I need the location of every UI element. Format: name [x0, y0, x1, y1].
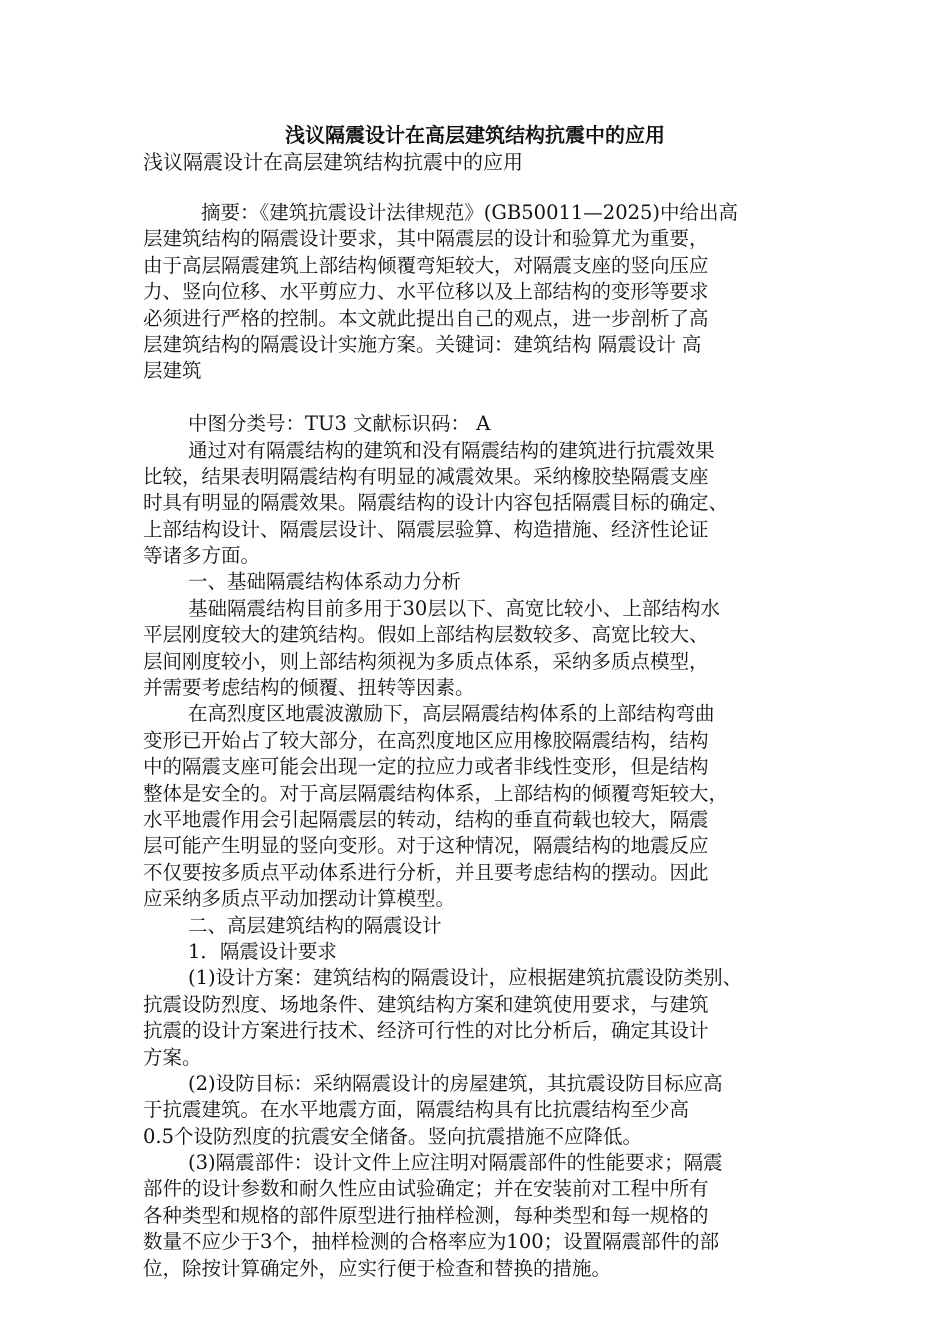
paragraph-line: 并需要考虑结构的倾覆、扭转等因素。 [143, 676, 475, 700]
paragraph-line: 不仅要按多质点平动体系进行分析，并且要考虑结构的摆动。因此 [143, 860, 709, 884]
abstract-line: 层建筑结构的隔震设计实施方案。关键词：建筑结构 隔震设计 高 [143, 332, 702, 356]
abstract-line: 层建筑结构的隔震设计要求，其中隔震层的设计和验算尤为重要， [143, 227, 709, 251]
abstract-line: 必须进行严格的控制。本文就此提出自己的观点，进一步剖析了高 [143, 306, 709, 330]
paragraph-line: 数量不应少于3个，抽样检测的合格率应为100；设置隔震部件的部 [143, 1230, 720, 1254]
section-heading: 二、高层建筑结构的隔震设计 [188, 913, 442, 937]
paragraph-line: 整体是安全的。对于高层隔震结构体系，上部结构的倾覆弯矩较大， [143, 781, 729, 805]
paragraph-line: 等诸多方面。 [143, 544, 261, 568]
document-body [143, 200, 823, 1282]
abstract-line: 摘要：《建筑抗震设计法律规范》(GB50011—2025)中给出高 [201, 201, 739, 224]
paragraph-line: 水平地震作用会引起隔震层的转动，结构的垂直荷载也较大，隔震 [143, 807, 709, 831]
paragraph-line: 抗震的设计方案进行技术、经济可行性的对比分析后，确定其设计 [143, 1019, 709, 1043]
paragraph-line: (3)隔震部件：设计文件上应注明对隔震部件的性能要求；隔震 [188, 1151, 723, 1175]
paragraph-line: 各种类型和规格的部件原型进行抽样检测，每种类型和每一规格的 [143, 1203, 709, 1227]
classification-line: 中图分类号：TU3 文献标识码： A [188, 412, 491, 436]
paragraph-line: 于抗震建筑。在水平地震方面，隔震结构具有比抗震结构至少高 [143, 1098, 690, 1122]
abstract-line: 力、竖向位移、水平剪应力、水平位移以及上部结构的变形等要求 [143, 280, 709, 304]
paragraph-line: 0.5个设防烈度的抗震安全储备。竖向抗震措施不应降低。 [143, 1124, 643, 1148]
blank-line [143, 385, 823, 411]
abstract-line: 层建筑 [143, 359, 202, 383]
paragraph-line: 变形已开始占了较大部分，在高烈度地区应用橡胶隔震结构，结构 [143, 728, 709, 752]
paragraph-line: 应采纳多质点平动加摆动计算模型。 [143, 887, 456, 911]
paragraph-line: 部件的设计参数和耐久性应由试验确定；并在安装前对工程中所有 [143, 1177, 709, 1201]
paragraph-line: 中的隔震支座可能会出现一定的拉应力或者非线性变形，但是结构 [143, 755, 709, 779]
section-heading: 一、基础隔震结构体系动力分析 [188, 570, 462, 594]
paragraph-line: 基础隔震结构目前多用于30层以下、高宽比较小、上部结构水 [188, 596, 720, 620]
document-title: 浅议隔震设计在高层建筑结构抗震中的应用 [285, 123, 665, 147]
paragraph-line: 层间刚度较小，则上部结构须视为多质点体系，采纳多质点模型， [143, 649, 709, 673]
paragraph-line: 抗震设防烈度、场地条件、建筑结构方案和建筑使用要求，与建筑 [143, 992, 709, 1016]
paragraph-line: 平层刚度较大的建筑结构。假如上部结构层数较多、高宽比较大、 [143, 623, 709, 647]
paragraph-line: (2)设防目标：采纳隔震设计的房屋建筑，其抗震设防目标应高 [188, 1071, 723, 1095]
subsection-heading: 1．隔震设计要求 [188, 939, 337, 963]
paragraph-line: 在高烈度区地震波激励下，高层隔震结构体系的上部结构弯曲 [188, 702, 715, 726]
paragraph-line: 方案。 [143, 1045, 202, 1069]
paragraph-line: 上部结构设计、隔震层设计、隔震层验算、构造措施、经济性论证 [143, 517, 709, 541]
paragraph-line: 通过对有隔震结构的建筑和没有隔震结构的建筑进行抗震效果 [188, 438, 715, 462]
paragraph-line: (1)设计方案：建筑结构的隔震设计，应根据建筑抗震设防类别、 [188, 966, 743, 990]
paragraph-line: 层可能产生明显的竖向变形。对于这种情况，隔震结构的地震反应 [143, 834, 709, 858]
abstract-line: 由于高层隔震建筑上部结构倾覆弯矩较大，对隔震支座的竖向压应 [143, 253, 709, 277]
paragraph-line: 位，除按计算确定外，应实行便于检查和替换的措施。 [143, 1256, 612, 1280]
paragraph-line: 时具有明显的隔震效果。隔震结构的设计内容包括隔震目标的确定、 [143, 491, 729, 515]
document-subtitle: 浅议隔震设计在高层建筑结构抗震中的应用 [143, 150, 523, 174]
paragraph-line: 比较，结果表明隔震结构有明显的减震效果。采纳橡胶垫隔震支座 [143, 464, 709, 488]
